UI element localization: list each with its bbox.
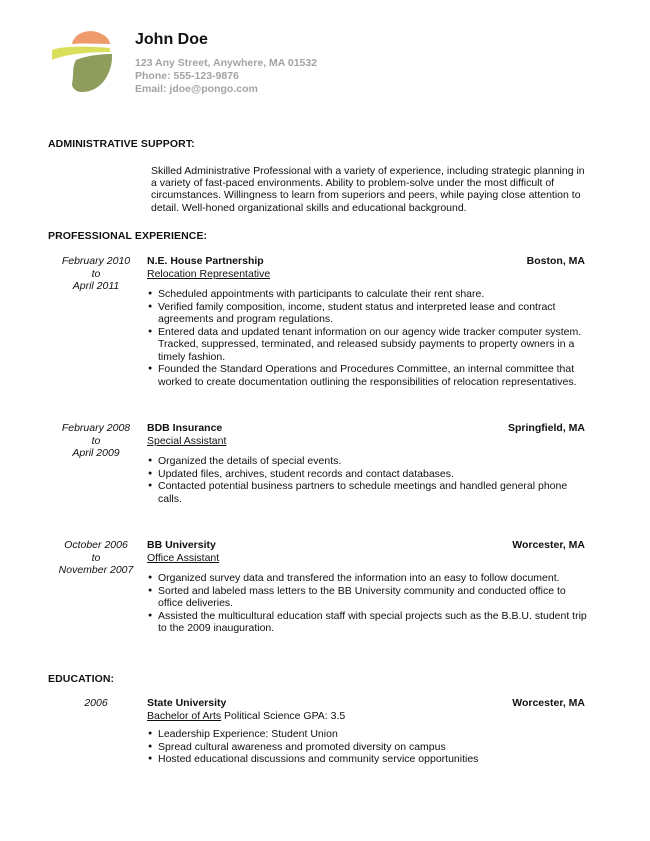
date-to: to: [91, 551, 101, 564]
job-organization: N.E. House Partnership: [147, 255, 264, 267]
list-item: ● Leadership Experience: Student Union: [147, 728, 587, 741]
list-item: ● Updated files, archives, student records and contact databases.: [147, 468, 587, 481]
education-year: 2006: [84, 697, 108, 709]
summary-text: Skilled Administrative Professional with a variety of experience, including strategic planning in a variety of fast-paced environments. Ability to problem-solve under the most difficult of circumstances. Willingness to learn from superiors and peers, while paying close attention to detail. Well-honed organizational skills and educational background.: [151, 165, 585, 214]
date-end: April 2011: [72, 280, 120, 292]
list-item: ● Organized the details of special events.: [147, 455, 587, 468]
education-bullets: [147, 728, 587, 766]
list-item: ● Contacted potential business partners to schedule meetings and handled general phone calls.: [147, 480, 587, 505]
degree-detail: Political Science GPA: 3.5: [221, 710, 346, 722]
phone-line: Phone: 555-123-9876: [135, 70, 239, 82]
list-item: ● Assisted the multicultural education staff with special projects such as the B.B.U. student trip to the 2009 inauguration.: [147, 610, 587, 635]
degree-line: [147, 710, 585, 723]
job-dates: [48, 422, 144, 460]
list-item: ● Spread cultural awareness and promoted diversity on campus: [147, 741, 587, 754]
experience-heading: PROFESSIONAL EXPERIENCE:: [48, 230, 208, 242]
job-dates: [48, 255, 144, 293]
applicant-name: John Doe: [135, 31, 208, 48]
summary-heading: ADMINISTRATIVE SUPPORT:: [48, 138, 195, 150]
job-role: Special Assistant: [147, 435, 227, 447]
list-item: ● Entered data and updated tenant information on our agency wide tracker computer system. Tracked, suppressed, terminated, and released subsidy payments to property owners in a timely fashion.: [147, 326, 587, 364]
job-location: Boston, MA: [526, 255, 585, 267]
education-header: [147, 697, 585, 723]
logo-graphic: [52, 30, 114, 94]
logo-orange-leaf: [72, 31, 110, 44]
list-item: ● Scheduled appointments with participants to calculate their rent share.: [147, 288, 587, 301]
date-start: February 2010: [61, 255, 131, 267]
school-name: State University: [147, 697, 227, 709]
job-bullets: [147, 288, 587, 388]
education-heading: EDUCATION:: [48, 673, 115, 685]
job-location: Worcester, MA: [512, 539, 585, 551]
list-item: ● Verified family composition, income, student status and interpreted lease and contract agreements and program regulations.: [147, 301, 587, 326]
job-header: [147, 422, 585, 448]
list-item: ● Founded the Standard Operations and Procedures Committee, an internal committee that worked to create documentation outlining the responsibilities of relocation representatives.: [147, 363, 587, 388]
date-start: October 2006: [64, 539, 128, 551]
date-to: to: [91, 267, 101, 280]
degree-name: Bachelor of Arts: [147, 710, 222, 722]
logo-green-leaf: [72, 54, 112, 92]
job-organization: BB University: [147, 539, 216, 551]
date-to: to: [91, 434, 101, 447]
school-location: Worcester, MA: [512, 697, 585, 709]
date-end: April 2009: [72, 447, 120, 459]
contact-info: [135, 57, 317, 96]
email-line: Email: jdoe@pongo.com: [135, 83, 258, 95]
job-header: [147, 255, 585, 281]
job-organization: BDB Insurance: [147, 422, 223, 434]
job-dates: [48, 539, 144, 577]
list-item: ● Hosted educational discussions and community service opportunities: [147, 753, 587, 766]
address-line: 123 Any Street, Anywhere, MA 01532: [135, 57, 318, 69]
job-bullets: [147, 572, 587, 635]
list-item: ● Organized survey data and transfered the information into an easy to follow document.: [147, 572, 587, 585]
date-start: February 2008: [61, 422, 131, 434]
job-role: Office Assistant: [147, 552, 220, 564]
job-header: [147, 539, 585, 565]
date-end: November 2007: [58, 564, 134, 576]
list-item: ● Sorted and labeled mass letters to the BB University community and conducted office to office deliveries.: [147, 585, 587, 610]
job-location: Springfield, MA: [508, 422, 585, 434]
job-role: Relocation Representative: [147, 268, 271, 280]
job-bullets: [147, 455, 587, 505]
